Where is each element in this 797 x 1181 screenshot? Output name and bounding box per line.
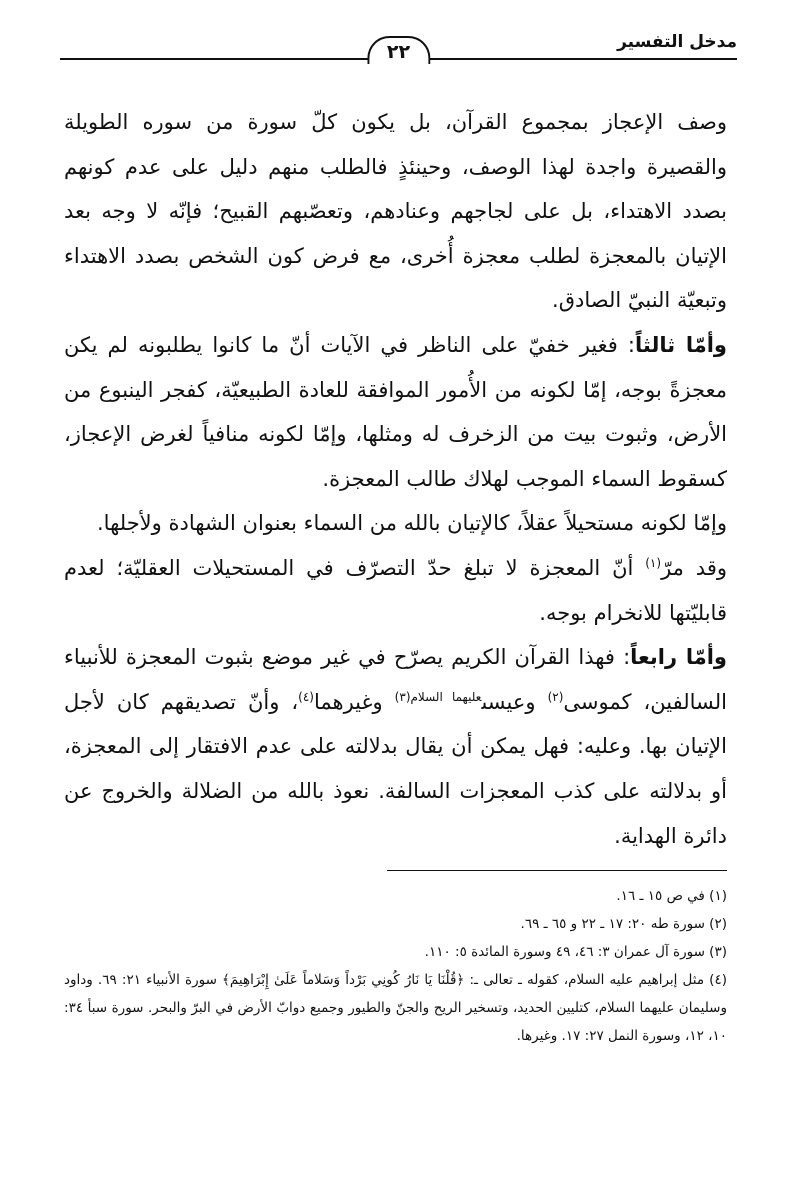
paragraph-5-lead: وأمّا رابعاً [630,645,727,670]
page-number: ٢٢ [367,36,430,64]
paragraph-5-c: وغيرهما [313,689,395,714]
paragraph-4-b: أنّ المعجزة لا تبلغ حدّ التصرّف في المستحيلات العقليّة؛ لعدم قابليّتها للانخرام بوجه. [64,555,727,625]
paragraph-5 [64,635,727,858]
footnote-ref-4: (٤) [298,689,314,704]
paragraph-4 [64,546,727,635]
page-header [60,28,737,72]
footnote-4: (٤) مثل إبراهيم عليه السلام، كقوله ـ تعالى ـ: ﴿قُلْنَا يَا نَارُ كُونِي بَرْداً وَسَلاماً عَلَىٰ إِبْرَاهِيمَ﴾ سورة الأنبياء ٢١: ٦٩. وداود وسليمان عليهما السلام، كتليين الحديد، وتسخير الريح والجنّ والطيور وجميع دوابّ الأرض في البرّ والبحر. سورة سبأ ٣٤: ١٠، ١٢، وسورة النمل ٢٧: ١٧. وغيرها. [64,972,727,1044]
paragraph-5-a: : فهذا القرآن الكريم يصرّح في غير موضع بثبوت المعجزة للأنبياء السالفين، كموسى [64,645,728,714]
paragraph-5-b: وعيسى [481,689,548,714]
paragraph-5-d: ، وأنّ تصديقهم كان لأجل الإتيان بها. وعليه: فهل يمكن أن يقال بدلالته على عدم الافتقار إلى المعجزة، أو بدلالته على كذب المعجزات السالفة. نعوذ بالله من الضلالة والخروج عن دائرة الهداية. [64,689,727,848]
footnote-2: (٢) سورة طه ٢٠: ١٧ ـ ٢٢ و ٦٥ ـ ٦٩. [520,916,727,932]
footnote-ref-1: (١) [645,555,662,570]
paragraph-4-a: وقد مرّ [661,555,727,580]
running-title: مدخل التفسير [617,32,737,52]
footnote-3: (٣) سورة آل عمران ٣: ٤٦، ٤٩ وسورة المائدة ٥: ١١٠. [424,944,727,960]
footnote-divider [387,870,727,871]
paragraph-3: وإمّا لكونه مستحيلاً عقلاً، كالإتيان بالله من السماء بعنوان الشهادة ولأجلها. [97,511,727,536]
footnotes [64,882,727,1050]
honorific: عليهما السلام [410,689,482,704]
footnote-ref-3: (٣) [394,689,411,704]
paragraph-1: وصف الإعجاز بمجموع القرآن، بل يكون كلّ سورة من سوره الطويلة والقصيرة واجدة لهذا الوصف، وحينئذٍ فالطلب منهم دليل على عدم كونهم بصدد الاهتداء، بل على لجاجهم وعنادهم، وتعصّبهم القبيح؛ فإنّه لا وجه بعد الإتيان بالمعجزة لطلب معجزة أُخرى، مع فرض كون الشخص بصدد الاهتداء وتبعيّة النبيّ الصادق. [64,110,727,313]
paragraph-2-text: : فغير خفيّ على الناظر في الآيات أنّ ما كانوا يطلبونه لم يكن معجزةً بوجه، إمّا لكونه من الأُمور الموافقة للعادة الطبيعيّة، كفجر الينبوع من الأرض، وثبوت بيت من الزخرف له ومثلها، وإمّا لكونه منافياً لغرض الإعجاز، كسقوط السماء الموجب لهلاك طالب المعجزة. [64,332,727,491]
paragraph-2 [64,323,727,501]
footnote-ref-2: (٢) [547,689,564,704]
paragraph-2-lead: وأمّا ثالثاً [635,332,727,357]
footnote-1: (١) في ص ١٥ ـ ١٦. [616,888,727,904]
main-text [64,100,727,858]
